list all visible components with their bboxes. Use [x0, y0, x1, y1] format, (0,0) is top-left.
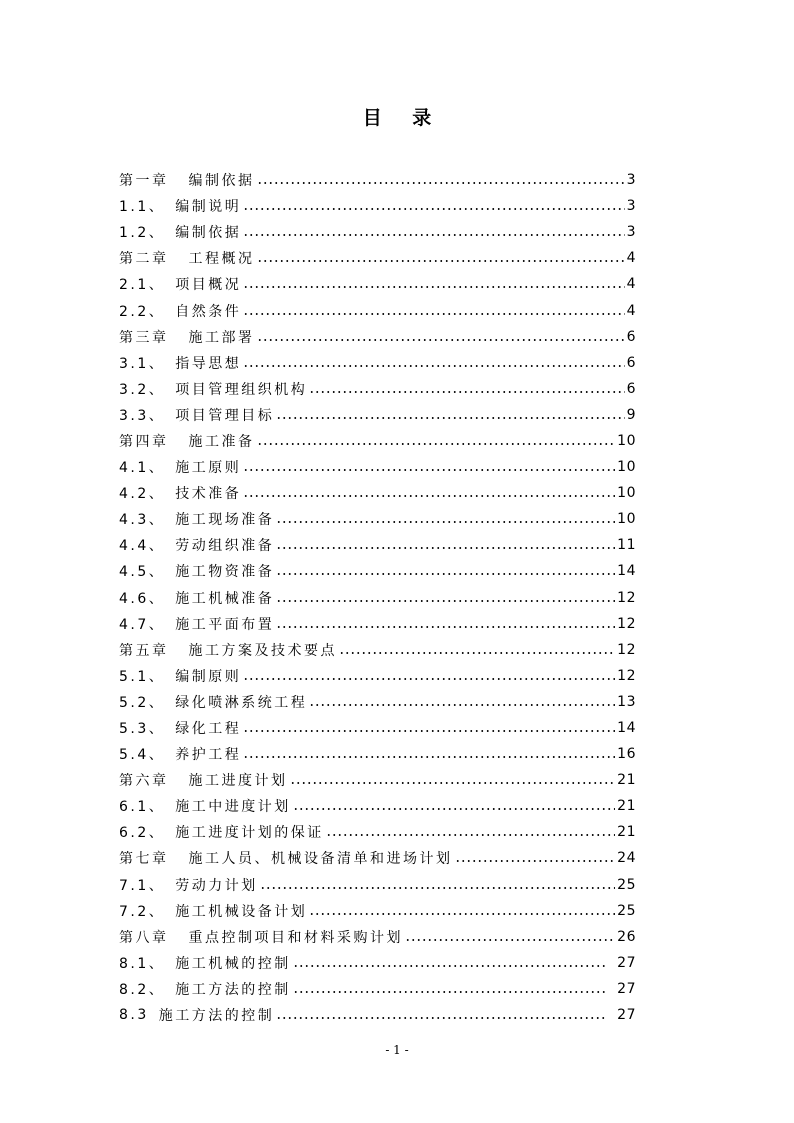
toc-entry-title: 自然条件: [175, 303, 242, 320]
dot-leader: [293, 801, 615, 815]
toc-entry-page-number: 25: [617, 902, 636, 919]
toc-chapter-entry[interactable]: [119, 845, 636, 871]
toc-entry-page-number: 26: [617, 928, 636, 945]
toc-chapter-entry[interactable]: [119, 767, 636, 793]
toc-entry-page-number: 13: [617, 693, 636, 710]
dot-leader: [276, 514, 615, 528]
toc-entry-number: 第三章: [119, 329, 169, 346]
toc-entry-number: 第一章: [119, 173, 169, 190]
dot-leader: [455, 853, 616, 867]
toc-entry-page-number: 27: [617, 954, 636, 971]
toc-entry-page-number: 10: [617, 511, 636, 528]
toc-entry-title: 施工平面布置: [175, 616, 275, 633]
toc-section-entry[interactable]: [119, 689, 636, 715]
toc-entry-number: 4.5、: [119, 564, 166, 581]
toc-entry-number: 5.3、: [119, 721, 166, 738]
toc-section-entry[interactable]: [119, 741, 636, 767]
toc-entry-title: 施工现场准备: [175, 512, 275, 529]
toc-entry-title: 施工物资准备: [175, 564, 275, 581]
dot-leader: [243, 749, 615, 763]
dot-leader: [309, 906, 615, 920]
dot-leader: [257, 332, 625, 346]
toc-entry-page-number: 3: [626, 172, 636, 189]
toc-entry-page-number: 21: [617, 772, 636, 789]
toc-entry-page-number: 12: [617, 667, 636, 684]
toc-entry-page-number: 6: [626, 380, 636, 397]
dot-leader: [309, 697, 615, 711]
toc-entry-title: 项目概况: [175, 277, 242, 294]
dot-leader: [243, 358, 624, 372]
dot-leader: [257, 175, 625, 189]
dot-leader: [257, 253, 625, 267]
toc-entry-number: 2.2、: [119, 303, 166, 320]
toc-entry-title: 施工方案及技术要点: [188, 642, 337, 659]
toc-entry-title: 指导思想: [175, 355, 242, 372]
toc-entry-page-number: 21: [617, 824, 636, 841]
toc-entry-title: 绿化喷淋系统工程: [175, 694, 308, 711]
toc-entry-number: 6.2、: [119, 825, 166, 842]
dot-leader: [276, 410, 624, 424]
toc-entry-title: 施工方法的控制: [158, 1008, 275, 1025]
toc-section-entry[interactable]: [119, 663, 636, 689]
toc-chapter-entry[interactable]: [119, 924, 636, 950]
toc-entry-page-number: 12: [617, 641, 636, 658]
toc-entry-page-number: 27: [617, 1007, 636, 1024]
toc-section-entry[interactable]: [119, 819, 636, 845]
toc-entry-number: 3.2、: [119, 381, 166, 398]
toc-entry-title: 施工机械的控制: [175, 955, 291, 972]
toc-entry-title: 项目管理组织机构: [175, 381, 308, 398]
toc-entry-number: 7.1、: [119, 877, 166, 894]
toc-entry-number: 第二章: [119, 251, 169, 268]
toc-entry-page-number: 11: [617, 537, 636, 554]
toc-entry-page-number: 4: [626, 302, 636, 319]
toc-entry-number: 第七章: [119, 851, 169, 868]
toc-chapter-entry[interactable]: [119, 324, 636, 350]
toc-section-entry[interactable]: [119, 376, 636, 402]
toc-entry-title: 施工方法的控制: [175, 981, 291, 998]
dot-leader: [339, 645, 615, 659]
toc-entry-page-number: 4: [626, 276, 636, 293]
toc-entry-title: 编制依据: [188, 173, 255, 190]
dot-leader: [257, 436, 616, 450]
toc-entry-number: 5.1、: [119, 668, 166, 685]
toc-entry-title: 重点控制项目和材料采购计划: [188, 929, 403, 946]
toc-entry-number: 4.6、: [119, 590, 166, 607]
toc-entry-page-number: 21: [617, 798, 636, 815]
toc-section-entry[interactable]: [119, 715, 636, 741]
toc-entry-page-number: 3: [626, 198, 636, 215]
toc-entry-page-number: 4: [626, 250, 636, 267]
toc-section-entry[interactable]: [119, 872, 636, 898]
toc-entry-page-number: 24: [617, 850, 636, 867]
toc-entry-page-number: 14: [617, 720, 636, 737]
toc-entry-title: 劳动组织准备: [175, 538, 275, 555]
toc-entry-number: 4.4、: [119, 538, 166, 555]
toc-entry-number: 8.2、: [119, 981, 166, 998]
toc-section-entry[interactable]: [119, 793, 636, 819]
dot-leader: [243, 723, 615, 737]
toc-entry-page-number: 25: [617, 876, 636, 893]
dot-leader: [276, 619, 615, 633]
dot-leader: [293, 958, 607, 972]
toc-chapter-entry[interactable]: [119, 167, 636, 193]
toc-entry-title: 养护工程: [175, 747, 242, 764]
toc-entry-number: 4.7、: [119, 616, 166, 633]
toc-section-entry[interactable]: [119, 585, 636, 611]
dot-leader: [276, 566, 615, 580]
dot-leader: [243, 306, 624, 320]
toc-entry-title: 工程概况: [188, 251, 255, 268]
toc-entry-number: 8.1、: [119, 955, 166, 972]
page-title: 目 录: [362, 107, 444, 129]
dot-leader: [243, 462, 615, 476]
toc-entry-number: 5.2、: [119, 694, 166, 711]
toc-chapter-entry[interactable]: [119, 245, 636, 271]
toc-entry-page-number: 27: [617, 980, 636, 997]
dot-leader: [243, 488, 615, 502]
toc-entry-title: 编制原则: [175, 668, 242, 685]
dot-leader: [405, 932, 615, 946]
toc-entry-number: 2.1、: [119, 277, 166, 294]
toc-entry-page-number: 10: [617, 432, 636, 449]
toc-section-entry[interactable]: [119, 193, 636, 219]
toc-section-entry[interactable]: [119, 532, 636, 558]
toc-section-entry[interactable]: [119, 506, 636, 532]
toc-entry-title: 施工机械准备: [175, 590, 275, 607]
toc-section-entry[interactable]: [119, 402, 636, 428]
toc-entry-title: 施工部署: [188, 329, 255, 346]
dot-leader: [243, 227, 624, 241]
table-of-contents: [119, 167, 636, 1028]
toc-section-entry[interactable]: [119, 454, 636, 480]
toc-entry-number: 1.2、: [119, 225, 166, 242]
toc-entry-page-number: 3: [626, 224, 636, 241]
page-number-footer: - 1 -: [385, 1043, 409, 1057]
toc-section-entry[interactable]: [119, 950, 636, 976]
toc-entry-page-number: 6: [626, 354, 636, 371]
toc-entry-number: 4.2、: [119, 486, 166, 503]
toc-entry-title: 施工准备: [188, 433, 255, 450]
toc-section-entry[interactable]: [119, 898, 636, 924]
toc-entry-title: 技术准备: [175, 486, 242, 503]
toc-entry-number: 第五章: [119, 642, 169, 659]
dot-leader: [326, 827, 615, 841]
dot-leader: [243, 279, 624, 293]
toc-entry-page-number: 14: [617, 563, 636, 580]
toc-entry-number: 3.3、: [119, 407, 166, 424]
toc-section-entry[interactable]: [119, 558, 636, 584]
toc-entry-title: 施工人员、机械设备清单和进场计划: [188, 851, 453, 868]
toc-entry-page-number: 6: [626, 328, 636, 345]
toc-entry-page-number: 12: [617, 589, 636, 606]
toc-section-entry[interactable]: [119, 350, 636, 376]
toc-entry-number: 6.1、: [119, 799, 166, 816]
dot-leader: [276, 540, 615, 554]
toc-entry-page-number: 12: [617, 615, 636, 632]
dot-leader: [243, 671, 615, 685]
toc-entry-page-number: 9: [626, 406, 636, 423]
toc-section-entry[interactable]: [119, 976, 636, 1002]
toc-section-entry[interactable]: [119, 480, 636, 506]
toc-entry-title: 编制依据: [175, 225, 242, 242]
toc-entry-number: 1.1、: [119, 199, 166, 216]
toc-entry-title: 施工进度计划: [188, 773, 288, 790]
dot-leader: [243, 201, 624, 215]
toc-entry-title: 施工中进度计划: [175, 799, 291, 816]
toc-entry-title: 绿化工程: [175, 721, 242, 738]
dot-leader: [309, 384, 624, 398]
toc-entry-title: 施工原则: [175, 460, 242, 477]
toc-entry-title: 劳动力计划: [175, 877, 258, 894]
toc-entry-page-number: 10: [617, 459, 636, 476]
toc-section-entry[interactable]: [119, 297, 636, 323]
dot-leader: [293, 984, 607, 998]
toc-section-entry[interactable]: [119, 1002, 636, 1028]
toc-entry-title: 施工机械设备计划: [175, 903, 308, 920]
toc-entry-number: 4.1、: [119, 460, 166, 477]
toc-entry-number: 8.3: [119, 1007, 149, 1024]
toc-section-entry[interactable]: [119, 611, 636, 637]
toc-section-entry[interactable]: [119, 271, 636, 297]
toc-entry-page-number: 10: [617, 485, 636, 502]
dot-leader: [260, 880, 615, 894]
dot-leader: [276, 1010, 607, 1024]
toc-entry-number: 第八章: [119, 929, 169, 946]
toc-entry-title: 项目管理目标: [175, 407, 275, 424]
toc-entry-number: 第六章: [119, 773, 169, 790]
toc-entry-number: 3.1、: [119, 355, 166, 372]
dot-leader: [290, 775, 616, 789]
toc-section-entry[interactable]: [119, 219, 636, 245]
toc-chapter-entry[interactable]: [119, 637, 636, 663]
toc-entry-page-number: 16: [617, 746, 636, 763]
toc-entry-number: 7.2、: [119, 903, 166, 920]
toc-entry-number: 第四章: [119, 433, 169, 450]
toc-entry-number: 4.3、: [119, 512, 166, 529]
dot-leader: [276, 593, 615, 607]
toc-entry-number: 5.4、: [119, 747, 166, 764]
toc-chapter-entry[interactable]: [119, 428, 636, 454]
toc-entry-title: 编制说明: [175, 199, 242, 216]
toc-entry-title: 施工进度计划的保证: [175, 825, 324, 842]
